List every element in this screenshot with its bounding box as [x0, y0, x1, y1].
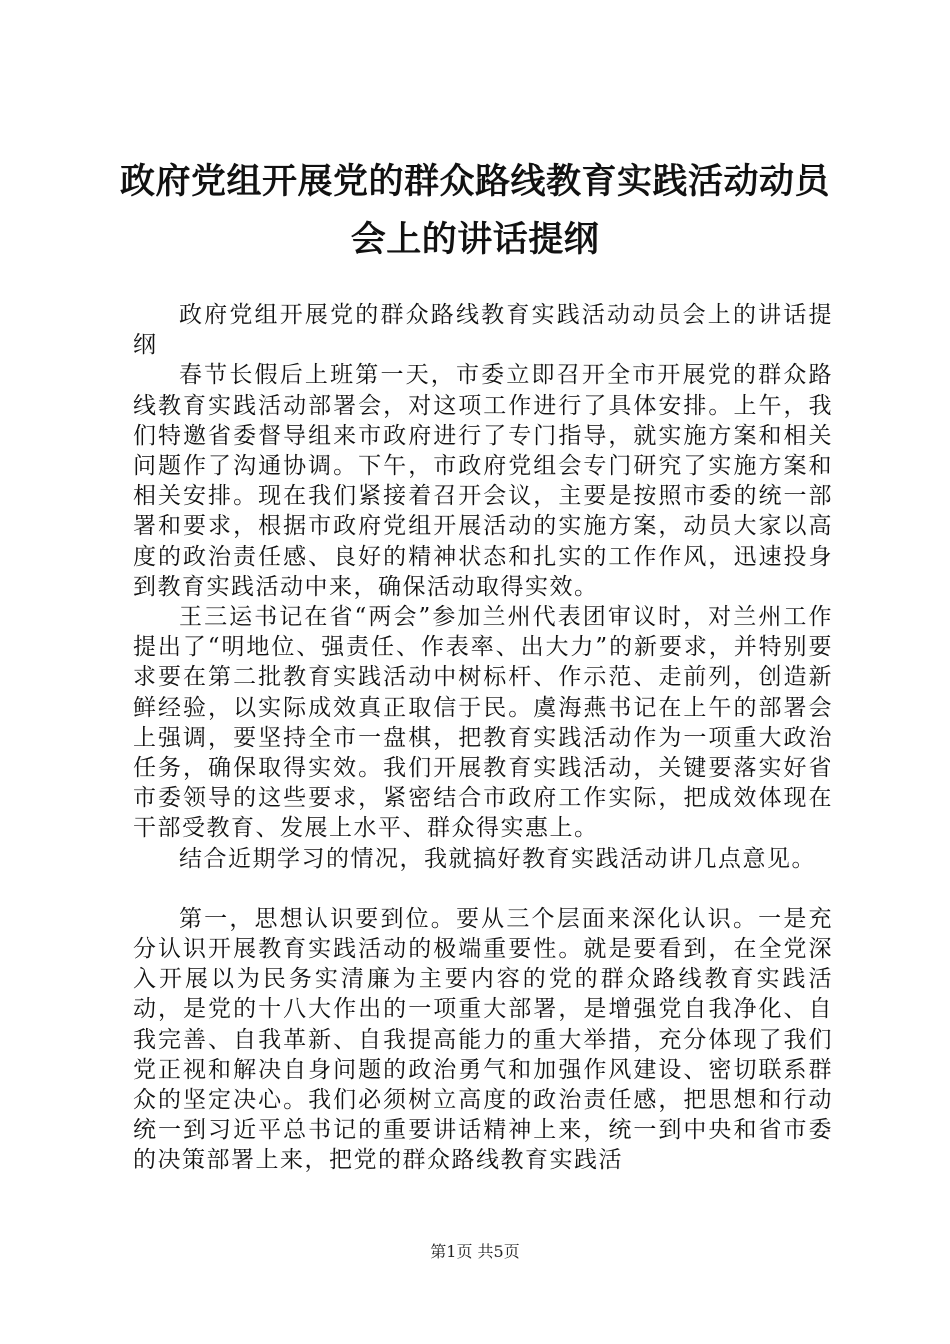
paragraph-transition: 结合近期学习的情况，我就搞好教育实践活动讲几点意见。 — [179, 845, 816, 872]
document-title-line-2: 会上的讲话提纲 — [350, 220, 600, 260]
page-footer: 第1页 共5页 — [430, 1242, 520, 1261]
document-title-line-1: 政府党组开展党的群众路线教育实践活动动员 — [119, 162, 830, 202]
paragraph-requirements: 王三运书记在省“两会”参加兰州代表团审议时，对兰州工作提出了“明地位、强责任、作表率、出大力”的新要求，并特别要求要在第二批教育实践活动中树标杆、作示范、走前列，创造新鲜经验，以实际成效真正取信于民。虞海燕书记在上午的部署会上强调，要坚持全市一盘棋，把教育实践活动作为一项重大政治任务，确保取得实效。我们开展教育实践活动，关键要落实好省市委领导的这些要求，紧密结合市政府工作实际，把成效体现在干部受教育、发展上水平、群众得实惠上。 — [133, 604, 833, 842]
paragraph-intro: 春节长假后上班第一天，市委立即召开全市开展党的群众路线教育实践活动部署会，对这项工作进行了具体安排。上午，我们特邀省委督导组来市政府进行了专门指导，就实施方案和相关问题作了沟通协调。下午，市政府党组会专门研究了实施方案和相关安排。现在我们紧接着召开会议，主要是按照市委的统一部署和要求，根据市政府党组开展活动的实施方案，动员大家以高度的政治责任感、良好的精神状态和扎实的工作作风，迅速投身到教育实践活动中来，确保活动取得实效。 — [133, 362, 833, 600]
paragraph-point-one: 第一，思想认识要到位。要从三个层面来深化认识。一是充分认识开展教育实践活动的极端重要性。就是要看到，在全党深入开展以为民务实清廉为主要内容的党的群众路线教育实践活动，是党的十八大作出的一项重大部署，是增强党自我净化、自我完善、自我革新、自我提高能力的重大举措，充分体现了我们党正视和解决自身问题的政治勇气和加强作风建设、密切联系群众的坚定决心。我们必须树立高度的政治责任感，把思想和行动统一到习近平总书记的重要讲话精神上来，统一到中央和省市委的决策部署上来，把党的群众路线教育实践活 — [133, 905, 833, 1174]
document-body — [133, 300, 833, 1176]
paragraph-subtitle: 政府党组开展党的群众路线教育实践活动动员会上的讲话提纲 — [133, 302, 833, 359]
